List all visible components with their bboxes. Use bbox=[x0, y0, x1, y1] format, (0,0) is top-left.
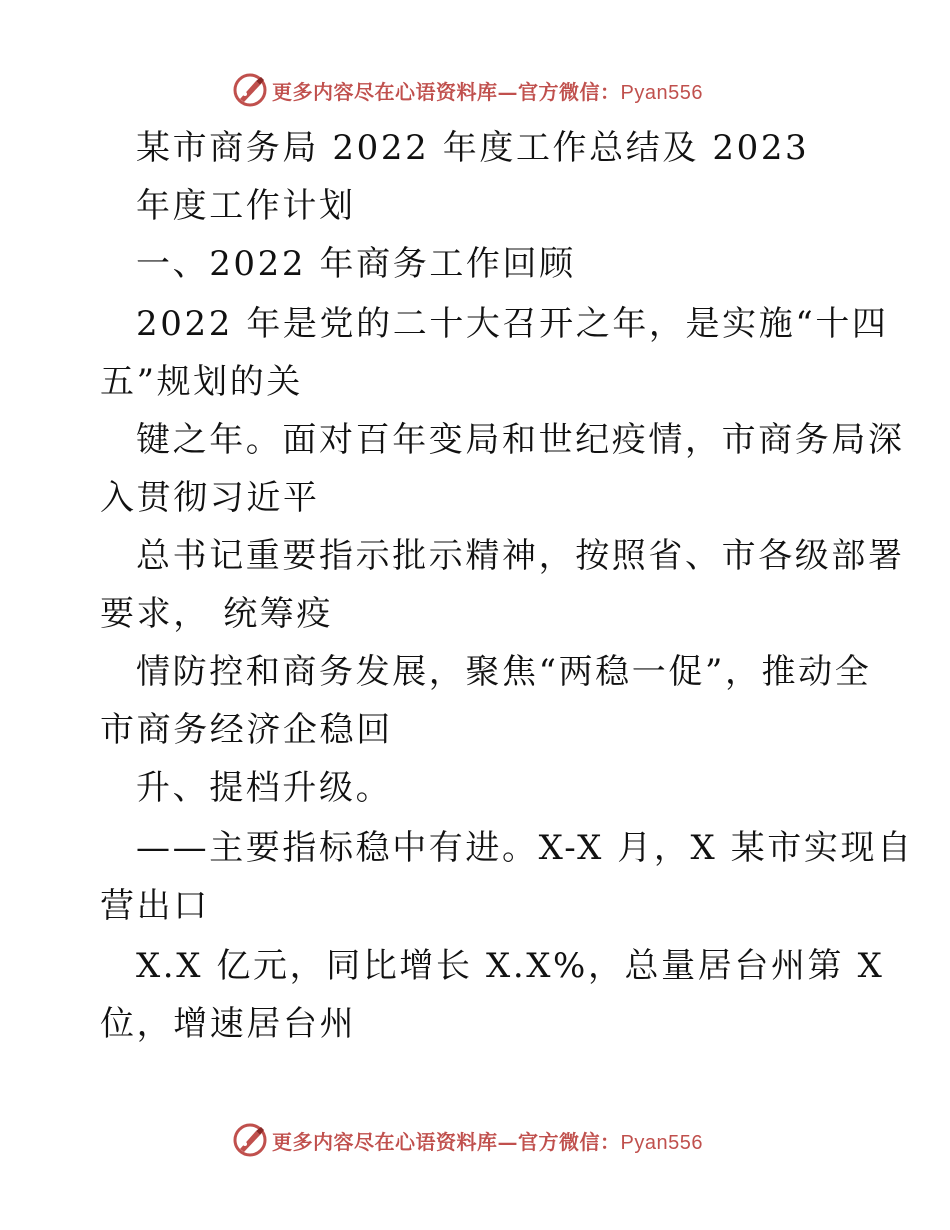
footer-wechat-id: Pyan556 bbox=[620, 1132, 703, 1154]
body-line: 五”规划的关 bbox=[100, 362, 303, 402]
calligraphy-pen-logo-icon bbox=[232, 72, 268, 108]
body-line: 营出口 bbox=[100, 886, 210, 926]
body-line: 键之年。面对百年变局和世纪疫情，市商务局深 bbox=[136, 420, 905, 460]
footer-banner-text bbox=[272, 1126, 703, 1155]
header-banner bbox=[0, 70, 950, 110]
body-line: 2022 年是党的二十大召开之年，是实施“十四 bbox=[136, 304, 889, 344]
body-line: 情防控和商务发展，聚焦“两稳一促”，推动全 bbox=[136, 652, 872, 692]
doc-title-line-1: 某市商务局 2022 年度工作总结及 2023 bbox=[136, 128, 810, 168]
body-line: 位，增速居台州 bbox=[100, 1004, 357, 1044]
header-banner-text bbox=[272, 76, 703, 105]
body-line: 市商务经济企稳回 bbox=[100, 710, 393, 750]
body-line: 入贯彻习近平 bbox=[100, 478, 320, 518]
body-line: 要求， 统筹疫 bbox=[100, 594, 334, 634]
doc-title-line-2: 年度工作计划 bbox=[136, 186, 356, 226]
body-line: 升、提档升级。 bbox=[136, 768, 393, 808]
body-line: X.X 亿元，同比增长 X.X%，总量居台州第 X bbox=[136, 946, 885, 986]
section-heading: 一、2022 年商务工作回顾 bbox=[136, 244, 576, 284]
footer-banner bbox=[0, 1120, 950, 1160]
body-line: 总书记重要指示批示精神，按照省、市各级部署 bbox=[136, 536, 905, 576]
header-banner-cn: 更多内容尽在心语资料库—官方微信： bbox=[272, 80, 621, 104]
calligraphy-pen-logo-icon bbox=[232, 1122, 268, 1158]
body-line: ——主要指标稳中有进。X-X 月，X 某市实现自 bbox=[136, 828, 914, 868]
footer-banner-cn: 更多内容尽在心语资料库—官方微信： bbox=[272, 1130, 621, 1154]
header-wechat-id: Pyan556 bbox=[620, 82, 703, 104]
